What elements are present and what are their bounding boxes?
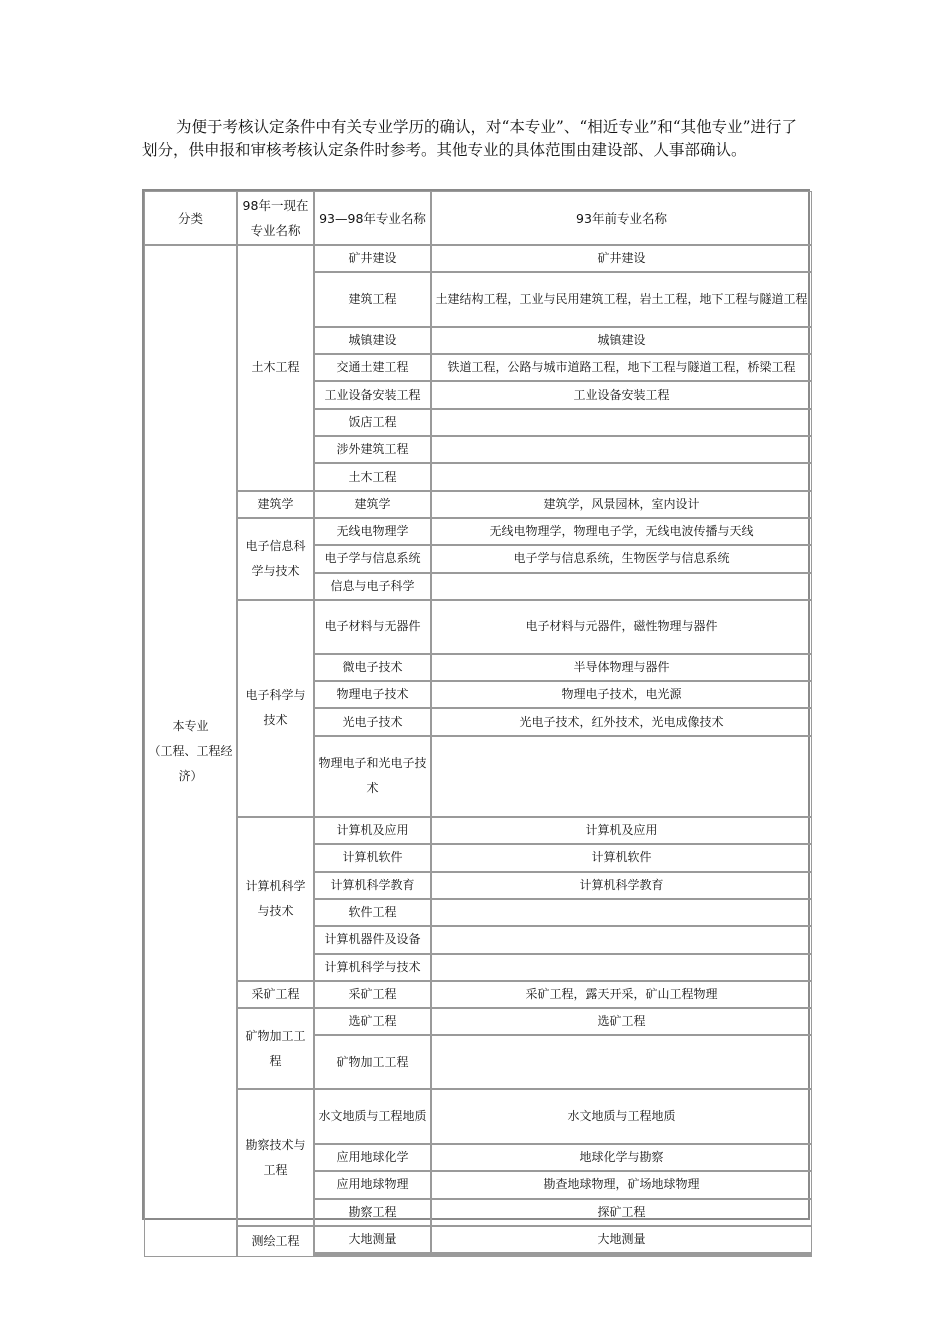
major-93-98-cell: 涉外建筑工程 xyxy=(314,436,431,463)
major-classification-table xyxy=(142,189,810,1249)
major-93-98-cell: 大地测量 xyxy=(314,1226,431,1253)
major-pre-93-cell: 探矿工程 xyxy=(431,1199,812,1226)
major-93-98-cell: 应用地球化学 xyxy=(314,1144,431,1171)
major-93-98-cell: 计算机软件 xyxy=(314,844,431,871)
major-93-98-cell: 应用地球物理 xyxy=(314,1171,431,1198)
major-pre-93-cell: 选矿工程 xyxy=(431,1008,812,1035)
header-current-major: 98年一现在专业名称 xyxy=(237,191,314,245)
major-pre-93-cell: 工业设备安装工程 xyxy=(431,381,812,408)
major-pre-93-cell xyxy=(431,954,812,981)
major-93-98-cell: 矿物加工工程 xyxy=(314,1035,431,1089)
major-pre-93-cell: 计算机科学教育 xyxy=(431,872,812,899)
major-pre-93-cell: 采矿工程，露天开采，矿山工程物理 xyxy=(431,981,812,1008)
major-93-98-cell: 信息与电子科学 xyxy=(314,573,431,600)
major-93-98-cell: 电子材料与无器件 xyxy=(314,600,431,654)
major-pre-93-cell: 电子学与信息系统，生物医学与信息系统 xyxy=(431,545,812,572)
major-pre-93-cell: 土建结构工程，工业与民用建筑工程，岩土工程，地下工程与隧道工程 xyxy=(431,272,812,327)
major-pre-93-cell: 地球化学与勘察 xyxy=(431,1144,812,1171)
group-cell: 电子信息科学与技术 xyxy=(237,518,314,600)
major-pre-93-cell: 电子材料与元器件，磁性物理与器件 xyxy=(431,600,812,654)
major-93-98-cell xyxy=(314,1255,431,1257)
group-cell: 采矿工程 xyxy=(237,981,314,1008)
major-pre-93-cell: 物理电子技术，电光源 xyxy=(431,681,812,708)
major-93-98-cell: 物理电子技术 xyxy=(314,681,431,708)
major-pre-93-cell: 矿井建设 xyxy=(431,245,812,272)
major-pre-93-cell: 光电子技术，红外技术，光电成像技术 xyxy=(431,708,812,735)
major-pre-93-cell: 计算机软件 xyxy=(431,844,812,871)
major-93-98-cell: 工业设备安装工程 xyxy=(314,381,431,408)
major-pre-93-cell: 半导体物理与器件 xyxy=(431,654,812,681)
header-pre-93-major: 93年前专业名称 xyxy=(431,191,812,245)
major-pre-93-cell: 水文地质与工程地质 xyxy=(431,1089,812,1144)
major-pre-93-cell xyxy=(431,736,812,817)
group-cell: 测绘工程 xyxy=(237,1226,314,1257)
major-pre-93-cell xyxy=(431,899,812,926)
major-93-98-cell: 交通土建工程 xyxy=(314,354,431,381)
category-cell: 本专业 （工程、工程经济） xyxy=(144,245,237,1257)
major-pre-93-cell: 建筑学，风景园林，室内设计 xyxy=(431,491,812,518)
group-cell: 建筑学 xyxy=(237,491,314,518)
major-93-98-cell: 微电子技术 xyxy=(314,654,431,681)
major-93-98-cell: 建筑工程 xyxy=(314,272,431,327)
intro-text: 为便于考核认定条件中有关专业学历的确认，对“本专业”、“相近专业”和“其他专业”进行了划分，供申报和审核考核认定条件时参考。其他专业的具体范围由建设部、人事部确认。 xyxy=(142,118,798,159)
major-pre-93-cell xyxy=(431,1035,812,1089)
major-pre-93-cell xyxy=(431,463,812,490)
major-pre-93-cell: 勘查地球物理，矿场地球物理 xyxy=(431,1171,812,1198)
group-cell: 土木工程 xyxy=(237,245,314,491)
major-pre-93-cell xyxy=(431,409,812,436)
major-93-98-cell: 无线电物理学 xyxy=(314,518,431,545)
major-93-98-cell: 饭店工程 xyxy=(314,409,431,436)
major-93-98-cell: 计算机科学教育 xyxy=(314,872,431,899)
major-93-98-cell: 建筑学 xyxy=(314,491,431,518)
major-93-98-cell: 计算机器件及设备 xyxy=(314,926,431,953)
major-pre-93-cell: 大地测量 xyxy=(431,1226,812,1253)
major-93-98-cell: 电子学与信息系统 xyxy=(314,545,431,572)
group-cell: 电子科学与技术 xyxy=(237,600,314,817)
major-93-98-cell: 城镇建设 xyxy=(314,327,431,354)
group-cell: 勘察技术与工程 xyxy=(237,1089,314,1225)
group-cell: 计算机科学与技术 xyxy=(237,817,314,981)
major-93-98-cell: 采矿工程 xyxy=(314,981,431,1008)
major-pre-93-cell xyxy=(431,1255,812,1257)
header-category: 分类 xyxy=(144,191,237,245)
major-pre-93-cell xyxy=(431,436,812,463)
major-pre-93-cell: 铁道工程，公路与城市道路工程，地下工程与隧道工程，桥梁工程 xyxy=(431,354,812,381)
major-93-98-cell: 软件工程 xyxy=(314,899,431,926)
major-93-98-cell: 水文地质与工程地质 xyxy=(314,1089,431,1144)
intro-paragraph xyxy=(142,116,810,161)
major-93-98-cell: 计算机科学与技术 xyxy=(314,954,431,981)
major-93-98-cell: 光电子技术 xyxy=(314,708,431,735)
group-cell: 矿物加工工程 xyxy=(237,1008,314,1089)
major-93-98-cell: 土木工程 xyxy=(314,463,431,490)
header-93-98-major: 93—98年专业名称 xyxy=(314,191,431,245)
major-93-98-cell: 勘察工程 xyxy=(314,1199,431,1226)
major-pre-93-cell: 计算机及应用 xyxy=(431,817,812,844)
major-93-98-cell: 矿井建设 xyxy=(314,245,431,272)
major-93-98-cell: 选矿工程 xyxy=(314,1008,431,1035)
major-pre-93-cell: 无线电物理学，物理电子学，无线电波传播与天线 xyxy=(431,518,812,545)
major-93-98-cell: 物理电子和光电子技术 xyxy=(314,736,431,817)
major-pre-93-cell xyxy=(431,573,812,600)
major-pre-93-cell xyxy=(431,926,812,953)
major-93-98-cell: 计算机及应用 xyxy=(314,817,431,844)
major-pre-93-cell: 城镇建设 xyxy=(431,327,812,354)
